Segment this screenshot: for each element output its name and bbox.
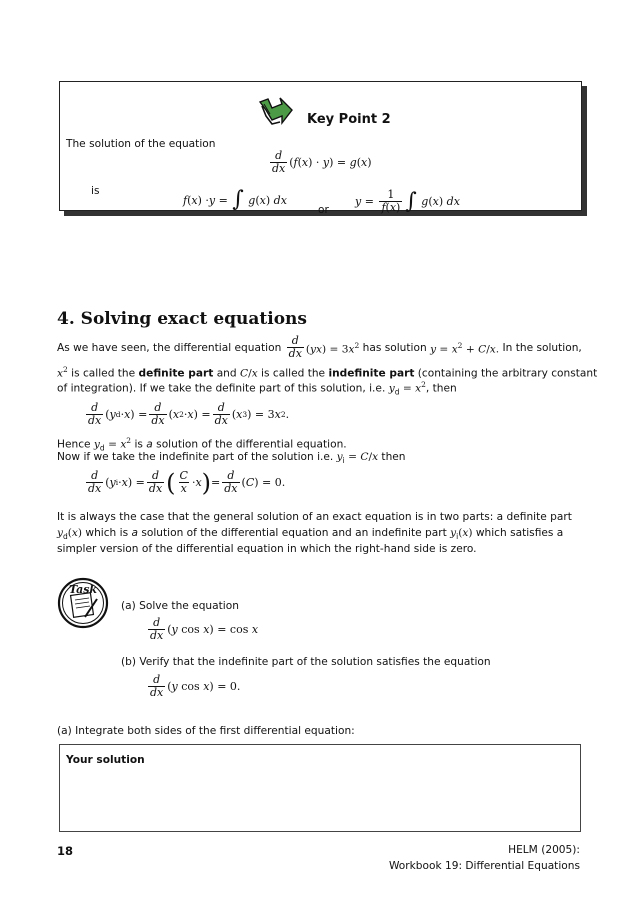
task-b-equation: $\frac{d}{dx}$ ( y cos x ) = 0. [150, 673, 241, 699]
key-point-is: is [91, 185, 100, 197]
task-a-equation: $\frac{d}{dx}$ ( y cos x ) = cos x [150, 616, 259, 642]
always-line-2: $y_d(x)$ which is a solution of the differential equation and an indefinite part $y_i(x)$ which satisfies a [57, 527, 564, 542]
key-point-intro: The solution of the equation [66, 138, 216, 150]
now-line: Now if we take the indefinite part of the solution i.e. $y_i = C/x$ then [57, 451, 406, 466]
key-point-or: or [318, 204, 329, 216]
key-point-arrow-icon [256, 96, 296, 128]
task-b-text: (b) Verify that the indefinite part of the solution satisfies the equation [121, 656, 491, 668]
hence-line: Hence $y_d = x^2$ is a solution of the differential equation. [57, 436, 347, 453]
solution-box-label: Your solution [66, 754, 145, 766]
key-point-equation-1: $\frac{d}{dx}$ (f(x) · y) = g(x) [272, 149, 372, 175]
always-line-3: simpler version of the differential equation in which the right-hand side is zero. [57, 543, 477, 555]
task-icon [57, 577, 109, 629]
indefinite-part-equation: $\frac{d}{dx}$ ( y i · x ) = $\frac{d}{dx}$ ( $\frac{C}{x}$ · x ) = $\frac{d}{dx}$ ( C ) = 0. [88, 468, 286, 497]
always-line-1: It is always the case that the general solution of an exact equation is in two parts: a definite part [57, 511, 572, 523]
paragraph-line-2: $x^2$ is called the definite part and C/x is called the indefinite part (containing the arbitrary constant [57, 365, 598, 380]
task-a-text: (a) Solve the equation [121, 600, 239, 612]
footer-line-1: HELM (2005): [508, 844, 580, 856]
definite-part-equation: $\frac{d}{dx}$ ( y d · x ) = $\frac{d}{dx}$ ( x 2 · x ) = $\frac{d}{dx}$ ( x 3 ) = 3 x 2 . [88, 401, 290, 427]
page-number: 18 [57, 844, 74, 858]
footer-line-2: Workbook 19: Differential Equations [388, 860, 580, 872]
integrate-text: (a) Integrate both sides of the first differential equation: [57, 725, 355, 737]
key-point-equation-2: f ( x ) · y = ∫ g ( x ) dx [183, 187, 287, 212]
section-heading: 4. Solving exact equations [57, 309, 307, 329]
task-icon-label: Task [68, 583, 98, 596]
paragraph-line-1: As we have seen, the differential equation $\frac{d}{dx}$ $(yx) = 3x^2$ has solution $y = x^2 + C/x$. In the solution, [57, 334, 582, 360]
key-point-title: Key Point 2 [307, 112, 391, 127]
key-point-equation-3: y = $\frac{1}{f(x)}$ ∫ g ( x ) dx [355, 188, 460, 214]
paragraph-line-3: of integration). If we take the definite part of this solution, i.e. $y_d = x^2$, then [57, 380, 457, 397]
